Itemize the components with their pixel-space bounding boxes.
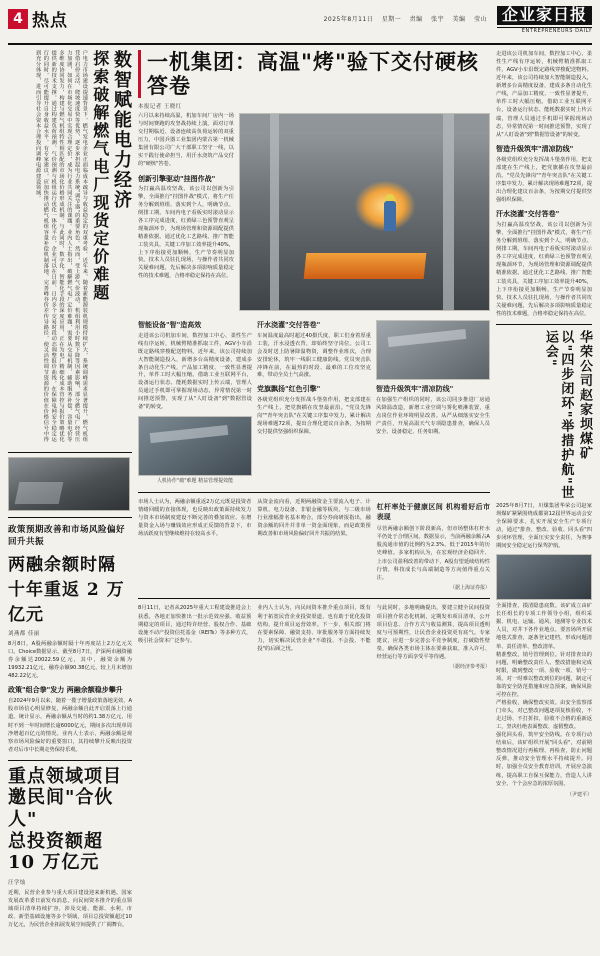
left-feature-kicker: 数智赋能电力经济 [111, 50, 132, 210]
finance-para-1: 市场人士认为，两融余额重返2万亿元既是投资者情绪回暖的直接体现，也反映出政策面持续发力与资本市场制度建设不断完善的叠加效应。在增量资金入场与赚钱效应形成正反馈的背景下，市场活跃度有望继续维持在较高水平。 [138, 498, 252, 537]
right-feature-para-2: 精准整改，销号管理到位。针对排查出的问题，明确整改责任人、整改措施和完成时限，做到整改一项、验收一项、销号一项。对一时难以整改到位的问题，制定可靠的安全防范措施和应急预案，确保风险可控在控。 [496, 651, 592, 698]
issue-date: 2025年8月11日 [323, 16, 374, 23]
investment-para-3 [377, 604, 490, 671]
lead-overflow-2: 各级党组织充分发挥战斗堡垒作用，把支部建在生产线上，把党旗插在攻坚最前沿。"党员先锋岗""青年突击队"在关键工序集中发力，累计解决现场难题72项，提出合理化建议百余条，为按期交付提供坚强组织保障。 [496, 156, 592, 203]
right-feature-title-block [496, 330, 592, 502]
paper-logo [497, 6, 592, 34]
lead-sec1-body: 走进该公司机加车间，数控加工中心、柔性生产线有序运转，机械臂精准抓取工件，AGV小车沿既定路线穿梭配送物料。近年来，该公司持续加大智能制造投入，新增多台高精度设备，建成多条自动化生产线，产品加工精度、一致性显著提升，单件工时大幅压缩。借助工业互联网平台，设备运行状态、能耗数据实时上传云端，管理人员通过手机即可掌握现场动态，异常情况第一时间推送预警，实现了从"人盯设备"到"数据管设备"的转变。 [138, 332, 252, 411]
right-feature-para-1: 全面排查，摸清隐患底数。该矿成立由矿长任组长的专项工作领导小组，组织采掘、机电、运输、通风、地测等专业技术人员，对井下各作业地点、要害场所开展地毯式排查，逐条登记建档，形成问题清单、责任清单、整改清单。 [496, 603, 592, 650]
investment-para-0: 近期，民营企业参与重大项目建设迎来新机遇。国家发展改革委日前发布消息，向民间资本推介的重点领域项目清单持续扩容，涉及交通、能源、水利、市政、新型基础设施等多个领域，项目总投资额超过10万亿元，为民营企业拓展发展空间提供了广阔舞台。 [8, 889, 132, 928]
lead-sec0-body: 为打赢高温攻坚战，该公司以创新为引擎，全面推行"挂图作战"模式，将生产任务分解到班组、落实到个人，明确节点、倒排工期。车间内电子看板实时滚动显示各工序完成进度，红黄绿三色预警直观呈现瓶颈环节，为现场管理和资源调配提供精准依据。通过优化工艺路线、推广智能工装夹具，关键工序加工效率提升40%，上下序衔接更加顺畅，生产节奏明显加快。技术人员驻扎现场，与操作者共同攻关疑难问题，先后解决多项影响质量稳定性的技术难题，合格率稳定保持在高位。 [138, 186, 234, 280]
finance-kicker: 政策预期改善和市场风险偏好回升共振 [8, 525, 126, 547]
investment-para-2: 业内人士认为，向民间资本推介重点项目，既有利于拓宽民营企业投资渠道，也有助于优化投资结构、提升项目运营效率。下一步，相关部门将在要素保障、融资支持、审批服务等方面持续发力，切实解决民营企业"不敢投、不会投、不能投"的后顾之忧。 [257, 605, 371, 652]
layout-name: 莹山 [473, 16, 487, 23]
lead-sec3-heading: 党旗飘扬"红色引擎" [257, 385, 321, 394]
masthead [8, 6, 592, 45]
right-sub-heading-1: 智造升级筑牢"清凉防线" [496, 144, 574, 153]
issue-weekday: 星期一 [381, 16, 402, 23]
lead-sec4-heading: 智造升级筑牢"清凉防线" [376, 385, 454, 394]
finance-sub2-heading: 杠杆率处于健康区间 机构看好后市表现 [376, 502, 490, 522]
finance-sub1-heading: 政策"组合拳"发力 两融余额稳步攀升 [8, 686, 123, 695]
finance-source: （据上海证券报） [449, 584, 490, 591]
editor-name: 张宇 [431, 16, 445, 23]
finance-body [138, 498, 490, 593]
right-feature-para-0: 2025年8月7日，川煤集团华荣公司赵家坝煤矿紧紧围绕成都第12届世界运动会安全保障要求，扎实开展安全生产专项行动，通过"排查、整改、验收、回头看"四步闭环管理，全面压实安全责任，为赛事期间安全稳定运行保驾护航。 [496, 502, 592, 550]
lead-byline [138, 102, 490, 110]
investment-headline-line2: 总投资额超 10 万亿元 [8, 830, 103, 874]
finance-sub1-body: 自2024年9月以来，随着一揽子增量政策落地见效，A股市场信心明显修复，两融余额自此开启震荡上行通道。统计显示，两融余额从当时的约1.38万亿元，用时不到一年时间增长逾6000亿元，期间多次出现单周净增超百亿元的情况。业内人士表示，两融余额是观察市场风险偏好的重要窗口，其持续攀升反映出投资者对后市中长期走势保持乐观。 [8, 698, 132, 753]
lead-sec1-heading: 智能设备"智"造高效 [138, 321, 202, 330]
lead-photo-3 [376, 320, 490, 380]
lead-col-2 [257, 316, 371, 485]
finance-sub2-body: 尽管两融余额创下阶段新高，但市场整体杠杆水平仍处于合理区间。数据显示，当前两融余额占A股流通市值的比例约为2.3%，低于2015年的历史峰值。多家机构认为，在宏观经济企稳回升、上市公司盈利改善的带动下，A股有望延续结构性行情，科技成长与高端制造等方向值得重点关注。 [376, 526, 490, 581]
section-badge [8, 6, 68, 31]
lead-overflow-3: 为打赢高温攻坚战，该公司以创新为引擎，全面推行"挂图作战"模式，将生产任务分解到班组、落实到个人，明确节点、倒排工期。车间内电子看板实时滚动显示各工序完成进度，红黄绿三色预警直观呈现瓶颈环节，为现场管理和资源调配提供精准依据。通过优化工艺路线、推广智能工装夹具，关键工序加工效率提升40%，上下序衔接更加顺畅，生产节奏明显加快。技术人员驻扎现场，与操作者共同攻关疑难问题，先后解决多项影响质量稳定性的技术难题，合格率稳定保持在高位。 [496, 222, 592, 317]
lead-sec4-body: 在加强生产组织的同时，该公司同步推进厂房通风降温改造，新增工业空调与雾化喷淋装置，重点岗位作业环境明显改善。从严从细落实安全生产责任，开展高温天气专项隐患排查，确保人员安全、设备稳定、任务如期。 [376, 396, 490, 435]
right-column [496, 50, 592, 950]
layout-label: 美编 [452, 16, 466, 23]
finance-para-0: 8月8日，A股两融余额时隔十年再度站上2万亿元关口。Choice数据显示，截至8月7日，沪深两市融资融券余额达20022.59亿元，其中，融资余额为19932.21亿元，融券余额90.38亿元，较上月末增加482.22亿元。 [8, 641, 132, 680]
lead-col-3 [376, 316, 490, 485]
right-feature-title-1: 华荣公司赵家坝煤矿 [577, 329, 592, 461]
right-feature-source: （尹建平） [566, 791, 592, 798]
section-name: 热点 [32, 11, 68, 31]
lead-sec0-heading: 创新引擎驱动"挂图作战" [138, 174, 216, 183]
right-sub-heading-2: 汗水浇灌"交付答卷" [496, 210, 560, 219]
paper-name-en: ENTREPRENEURS DAILY [497, 27, 592, 34]
lead-caption-1: 人机协作"破"难题 精益管理提效能 [156, 477, 234, 484]
lead-intro: 六月以来持续高温，机加车间厂房内一场与时间赛跑的攻坚战持续上演。面对订单交付期临近、设备连续高负荷运转的双重压力，中国兵器工业集团内蒙古第一机械集团有限公司广大干部职工坚守一线，以实干践行使命担当，用汗水浇筑产品交付的"硬核"答卷。 [138, 113, 234, 167]
finance-para-2: 从资金流向看，近期两融资金主要流入电子、计算机、电力设备、非银金融等板块，与二级市场行业涨幅排名基本吻合。部分券商研报指出，融资余额的回升并非单一资金面现象，而是政策预期改善和市场风险偏好回升共振的结果。 [257, 498, 371, 537]
left-feature-photo [8, 457, 130, 511]
center-column [138, 50, 490, 950]
right-feature-para-4: 强化回头看，筑牢安全防线。在专项行动结束后，该矿组织开展"回头看"，对前期整改情况进行再梳理、再检查，防止问题反弹，推动安全管理水平持续提升。同时，加强全员安全教育培训，开展应急演练，提高职工自保互保能力，营造人人讲安全、个个会应急的浓厚氛围。 [496, 732, 592, 787]
investment-para-3-text: 与此同时，多地明确提出，要建立健全民间投资项目推介常态化机制，定期发布项目清单，公开项目信息、合作方式与收益测算，提高项目透明度与可预期性，让民营企业投资更有底气。专家建议，应进一步完善公平竞争制度，打破隐性壁垒，确保各类市场主体在要素获取、准入许可、经营运行等方面享受平等待遇。 [376, 605, 490, 660]
lead-sec2-heading: 汗水浇灌"交付答卷" [257, 321, 321, 330]
left-feature [8, 50, 132, 453]
right-feature-photo [496, 554, 592, 600]
lead-byline-name: 王晓红 [163, 104, 182, 111]
left-feature-body: 户电力市场建设提速背景下，燃气发电企业正面临成本疏导与收益稳定的双重考验。近年来，随着新能源装机规模持续扩大，系统调峰需求显著提升，燃气机组凭借启停灵活、爬坡速度快等优势，逐步承担起电力系统"调节器"的重要角色。然而，受上游气价波动、机组利用小时数下降等因素影响，部分燃气电厂经营压力加剧，如何在市场化交易中实现合理定价，成为行业共同关注的课题。业内人士指出，破解燃气电厂定价难题，需要从交易机制、辅助服务补偿、容量电价等多维度协同发力，构建与燃气机组特性相匹配的市场化价格形成机制。与此同时，数字化、智能化手段的深度应用，正在为电厂精细化成本管控与报价策略优化提供新的技术支撑。通过构建负荷预测、气价预测与机组运行优化一体化平台，企业可以在日前、日内多个交易时段动态调整报价曲线，在保障电网安全稳定运行的同时，尽可能提升自身收益水平。有专家建议，应加快推动燃气机组容量补偿机制落地，完善峰谷价差传导路径，使灵活性调节资源的价值在价格信号中得到充分体现，进而引导社会资本合理投向调峰电源建设领域。 [35, 50, 88, 442]
lead-headline: 一机集团：高温"烤"验下交付硬核答卷 [138, 50, 490, 98]
section-number: 4 [8, 9, 28, 29]
right-feature-para-3: 严格验收，确保整改实效。由安全监察部门牵头，对已整改问题逐项复核验收，不走过场、不打折扣，验收不合格的重新返工，坚决杜绝表面整改、虚假整改。 [496, 699, 592, 731]
lead-photo-2 [138, 416, 252, 476]
lead-intro-column [138, 113, 234, 311]
left-column [8, 50, 132, 950]
editor-label: 责编 [409, 16, 423, 23]
lead-hero-photo [239, 113, 490, 311]
left-feature-subtitle-text: 探索破解燃气电厂现货定价难题 [90, 50, 110, 302]
finance-headline: 两融余额时隔十年重返 2 万亿元 [8, 555, 125, 625]
left-feature-subtitle [90, 50, 109, 442]
lead-overflow-1: 走进该公司机加车间，数控加工中心、柔性生产线有序运转，机械臂精准抓取工件，AGV小车沿既定路线穿梭配送物料。近年来，该公司持续加大智能制造投入，新增多台高精度设备，建成多条自动化生产线，产品加工精度、一致性显著提升，单件工时大幅压缩。借助工业互联网平台，设备运行状态、能耗数据实时上传云端，管理人员通过手机即可掌握现场动态，异常情况第一时间推送预警，实现了从"人盯设备"到"数据管设备"的转变。 [496, 51, 592, 138]
investment-body [138, 604, 490, 671]
lead-byline-label: 本报记者 [138, 104, 162, 111]
investment-byline: 汪学灿 [8, 879, 26, 886]
lead-col-1 [138, 316, 252, 485]
investment-headline-line1: 重点领域项目邀民间"合伙人" [8, 765, 122, 830]
investment-source: （据经济参考报） [449, 663, 490, 670]
lead-sec2-body: 车间温度最高时超过40摄氏度，职工们身着厚重工装，汗水浸透衣背，却始终坚守岗位。公司工会及时送上防暑降温物资，调整作业班次，合理安排轮休，筑牢一线职工健康防线。党员突击队冲锋在前，在最热的时段、最难的工位攻坚克难，带动全员士气高涨。 [257, 332, 371, 379]
right-feature-title-2: 以"四步闭环"举措护航"世运会" [542, 329, 574, 500]
investment-para-1: 8月11日，记者从2025年重大工程建设推进会上获悉，各地正加快推出一批示范效应强、收益预期稳定的项目，通过特许经营、股权合作、基础设施不动产投资信托基金（REITs）等多种方式，吸引社会资本广泛参与。 [138, 605, 252, 644]
finance-byline: 刘燕都 佳丽 [8, 631, 40, 637]
masthead-meta [68, 6, 497, 23]
left-feature-title [111, 50, 132, 442]
finance-sub2-column [377, 498, 490, 593]
lead-sec3-body: 各级党组织充分发挥战斗堡垒作用，把支部建在生产线上，把党旗插在攻坚最前沿。"党员先锋岗""青年突击队"在关键工序集中发力，累计解决现场难题72项，提出合理化建议百余条，为按期交付提供坚强组织保障。 [257, 396, 371, 435]
paper-name-cn: 企业家日报 [497, 6, 592, 25]
